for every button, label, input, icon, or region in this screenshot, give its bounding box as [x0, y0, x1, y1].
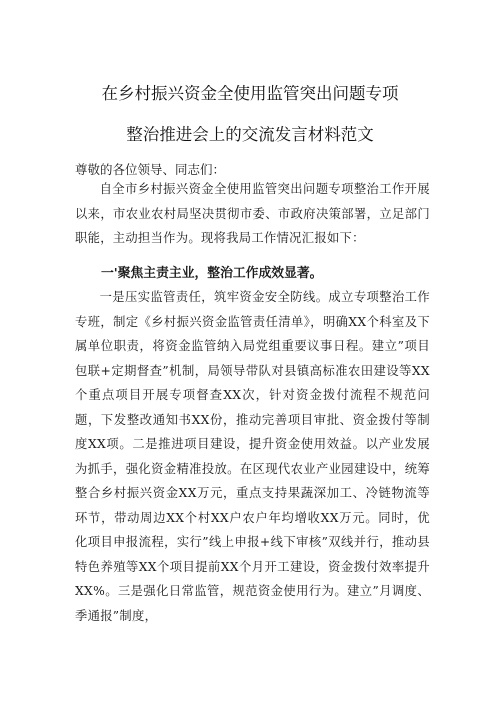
intro-paragraph: 自全市乡村振兴资金全使用监管突出问题专项整治工作开展以来，市农业农村局坚决贯彻市委、市政府决策部署，立足部门职能，主动担当作为。现将我局工作情况汇报如下： [75, 182, 430, 245]
document-title-line-2: 整治推进会上的交流发言材料范文 [126, 125, 374, 144]
section-heading-1: 一'聚焦主责主业，整治工作成效显著。 [101, 266, 323, 281]
body-paragraph-1: 一是压实监管责任，筑牢资金安全防线。成立专项整治工作专班，制定《乡村振兴资金监管责任清单》，明确XX个科室及下属单位职责，将资金监管纳入局党组重要议事日程。建立”项目包联+定期督查”机制，局领导带队对县镇高标准农田建设等XX个重点项目开展专项督查XX次，针对资金拨付流程不规范问题，下发整改通知书XX份，推动完善项目审批、资金拨付等制度XX项。二是推进项目建设，提升资金使用效益。以产业发展为抓手，强化资金精准投放。在区现代农业产业园建设中，统筹整合乡村振兴资金XX万元，重点支持果蔬深加工、冷链物流等环节，带动周边XX个村XX户农户年均增收XX万元。同时，优化项目申报流程，实行”线上申报+线下审核”双线并行，推动县特色养殖等XX个项目提前XX个月开工建设，资金拨付效率提升XX%。三是强化日常监管，规范资金使用行为。建立”月调度、季通报”制度， [75, 290, 430, 623]
salutation: 尊敬的各位领导、同志们： [75, 162, 226, 177]
document-title-line-1: 在乡村振兴资金全使用监管突出问题专项 [101, 84, 399, 103]
